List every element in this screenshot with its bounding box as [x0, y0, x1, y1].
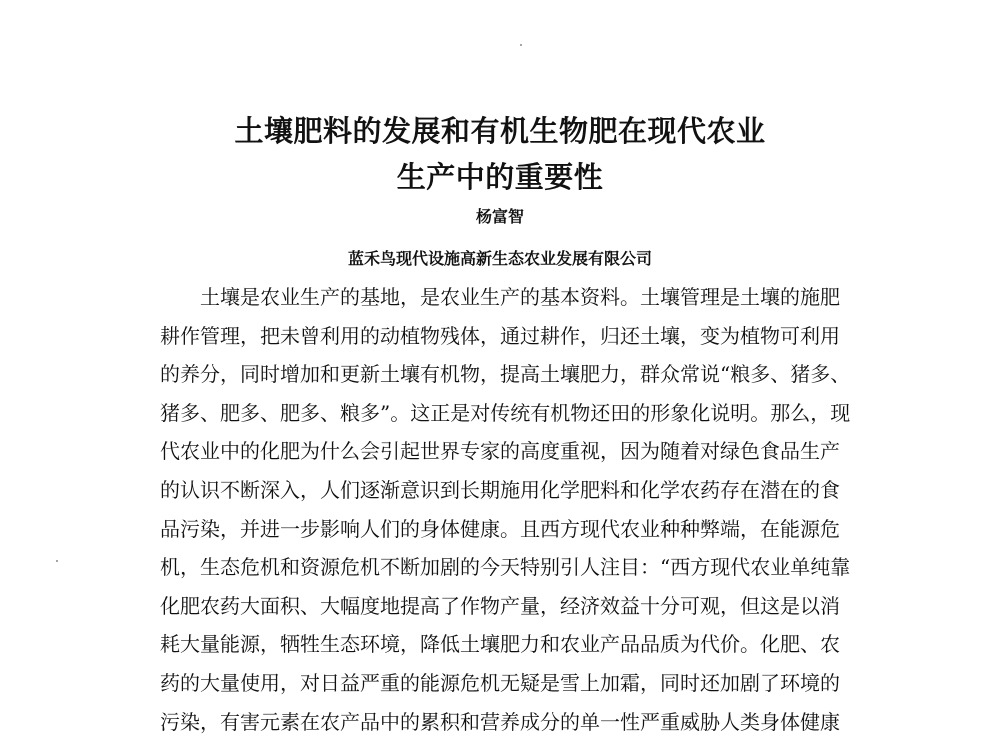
body-line: 猪多、肥多、肥多、粮多”。这正是对传统有机物还田的形象化说明。那么，现: [160, 400, 851, 425]
body-line: 土壤是农业生产的基地，是农业生产的基本资料。土壤管理是土壤的施肥: [200, 285, 840, 309]
body-line: 的养分，同时增加和更新土壤有机物，提高土壤肥力，群众常说“粮多、猪多、: [160, 362, 851, 387]
body-line: 代农业中的化肥为什么会引起世界专家的高度重视，因为随着对绿色食品生产: [160, 439, 840, 464]
author-affiliation: 蓝禾鸟现代设施高新生态农业发展有限公司: [347, 249, 652, 268]
body-line: 耕作管理，把未曾利用的动植物残体，通过耕作，归还土壤，变为植物可利用: [160, 323, 840, 348]
body-line: 耗大量能源，牺牲生态环境，降低土壤肥力和农业产品品质为代价。化肥、农: [160, 632, 840, 657]
body-line: 品污染，并进一步影响人们的身体健康。且西方现代农业种种弊端，在能源危: [160, 516, 840, 541]
body-line: 的认识不断深入，人们逐渐意识到长期施用化学肥料和化学农药存在潜在的食: [160, 477, 840, 502]
title-line-2: 生产中的重要性: [396, 160, 604, 194]
body-line: 机，生态危机和资源危机不断加剧的今天特别引人注目：“西方现代农业单纯靠: [160, 555, 851, 580]
author-name: 杨富智: [475, 207, 524, 226]
body-paragraph: [160, 278, 860, 734]
body-line-partial: 污染，有害元素在农产品中的累积和营养成分的单一性严重威胁人类身体健康: [160, 709, 840, 734]
scan-speck: [56, 560, 58, 562]
body-line: 药的大量使用，对日益严重的能源危机无疑是雪上加霜，同时还加剧了环境的: [160, 670, 840, 695]
scan-speck: [520, 44, 522, 46]
title-line-1: 土壤肥料的发展和有机生物肥在现代农业: [234, 114, 766, 148]
body-line: 化肥农药大面积、大幅度地提高了作物产量，经济效益十分可观，但这是以消: [160, 593, 840, 618]
